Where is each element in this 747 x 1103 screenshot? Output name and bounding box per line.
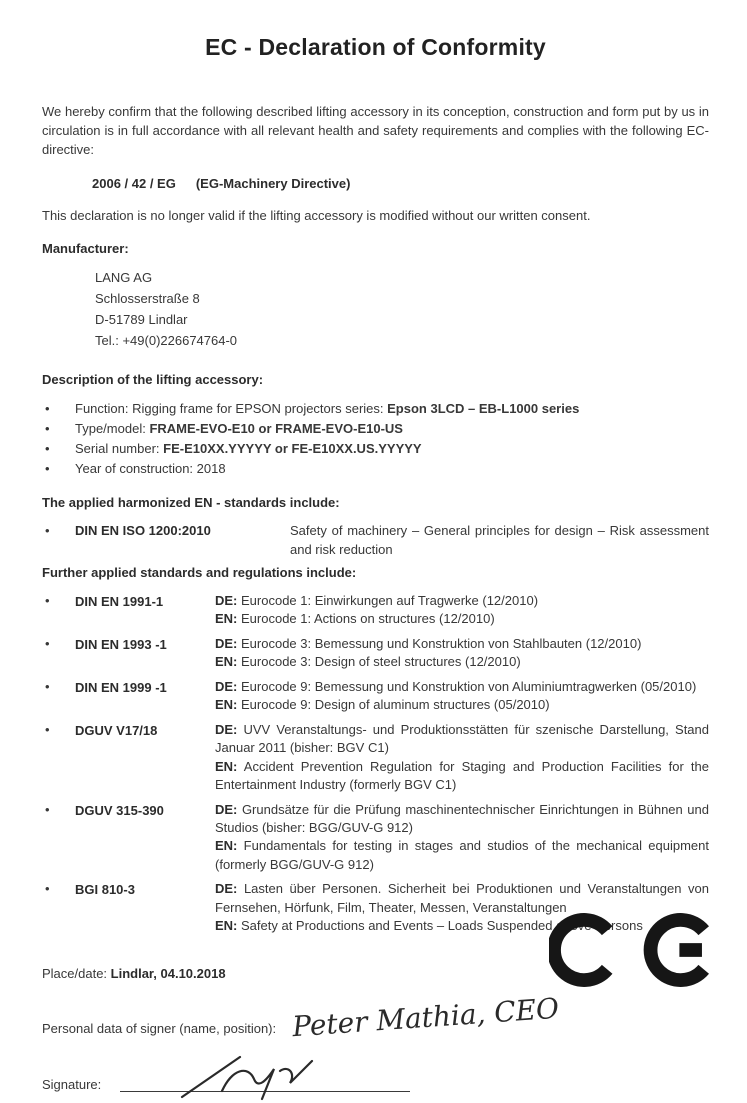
standard-code: DIN EN 1991-1 (75, 594, 164, 610)
standard-text (215, 678, 709, 715)
en-text: Safety at Productions and Events – Loads Suspended above Persons (241, 918, 643, 934)
bullet-icon: • (45, 593, 50, 609)
standard-code: DIN EN ISO 1200:2010 (75, 523, 211, 539)
signature-line (42, 1065, 709, 1099)
standard-text (215, 801, 709, 875)
de-label: DE: (215, 881, 238, 897)
signer-handwriting: Peter Mathia, CEO (291, 991, 561, 1044)
de-text: Eurocode 3: Bemessung und Konstruktion von Stahlbauten (12/2010) (241, 635, 642, 651)
place-date-label: Place/date: (42, 965, 111, 981)
document-title: EC - Declaration of Conformity (205, 34, 546, 60)
en-line (215, 653, 709, 671)
de-text: Eurocode 9: Bemessung und Konstruktion von Aluminiumtragwerken (05/2010) (241, 678, 697, 694)
bullet-icon: • (45, 460, 50, 476)
standard-text: Safety of machinery – General principles for design – Risk assessment and risk reduction (290, 523, 709, 557)
manufacturer-street: Schlosserstraße 8 (95, 291, 200, 307)
bullet-icon: • (45, 635, 50, 651)
item-text-bold: FRAME-EVO-E10 or FRAME-EVO-E10-US (149, 420, 403, 436)
standard-row (42, 721, 709, 795)
bullet-icon: • (45, 523, 50, 539)
bullet-icon: • (45, 420, 50, 436)
en-line (215, 837, 709, 874)
standard-row (42, 635, 709, 672)
ce-letter-c (554, 920, 607, 980)
validity-paragraph: This declaration is no longer valid if the lifting accessory is modified without our written consent. (42, 207, 591, 223)
de-text: Grundsätze für die Prüfung maschinentechnischer Einrichtungen in Bühnen und Studios (bisher: BGG/GUV-G 912) (215, 801, 709, 836)
en-label: EN: (215, 758, 238, 774)
bullet-icon: • (45, 440, 50, 456)
de-label: DE: (215, 635, 238, 651)
harmonized-standard-row (42, 522, 709, 559)
standard-text (215, 721, 709, 795)
de-label: DE: (215, 721, 238, 737)
standard-row (42, 801, 709, 875)
en-text: Eurocode 9: Design of aluminum structures (05/2010) (241, 697, 550, 713)
harmonized-heading: The applied harmonized EN - standards include: (42, 495, 340, 511)
de-text: Lasten über Personen. Sicherheit bei Produktionen und Veranstaltungen von Fernsehen, Hörfunk, Film, Theater, Messen, Veranstaltungen (215, 881, 709, 915)
de-label: DE: (215, 678, 238, 694)
bullet-icon: • (45, 678, 50, 694)
manufacturer-address (42, 268, 709, 351)
standard-code: DGUV V17/18 (75, 722, 158, 738)
manufacturer-phone: Tel.: +49(0)226674764-0 (95, 332, 238, 348)
list-item (42, 459, 709, 479)
de-line (215, 801, 709, 838)
ce-mark-logo (549, 911, 717, 989)
de-line (215, 678, 709, 696)
en-text: Accident Prevention Regulation for Staging and Production Facilities for the Entertainment Industry (formerly BGV C1) (215, 758, 709, 793)
standard-code: BGI 810-3 (75, 882, 135, 898)
en-label: EN: (215, 611, 238, 627)
signer-label: Personal data of signer (name, position): (42, 1020, 277, 1036)
en-line (215, 696, 709, 714)
standard-code: DIN EN 1993 -1 (75, 636, 167, 652)
manufacturer-name: LANG AG (95, 270, 153, 286)
standard-code: DIN EN 1999 -1 (75, 679, 167, 695)
item-text: Function: Rigging frame for EPSON projectors series: (75, 400, 388, 416)
bullet-icon: • (45, 400, 50, 416)
en-text: Eurocode 3: Design of steel structures (12/2010) (241, 654, 521, 670)
item-text: Serial number: (75, 440, 164, 456)
further-heading: Further applied standards and regulations include: (42, 565, 357, 581)
de-label: DE: (215, 593, 238, 609)
further-standards-list (42, 592, 709, 936)
en-label: EN: (215, 918, 238, 934)
description-heading: Description of the lifting accessory: (42, 371, 264, 387)
description-list (42, 399, 709, 480)
standard-text (215, 592, 709, 629)
de-line (215, 635, 709, 653)
bullet-icon: • (45, 801, 50, 817)
standard-row (42, 592, 709, 629)
list-item (42, 419, 709, 439)
directive-code: 2006 / 42 / EG (92, 175, 176, 191)
bullet-icon: • (45, 881, 50, 897)
en-line (215, 610, 709, 628)
signer-line (42, 991, 709, 1051)
signature-scribble (162, 1051, 362, 1103)
standard-text (215, 635, 709, 672)
item-text-bold: Epson 3LCD – EB-L1000 series (387, 400, 580, 416)
list-item (42, 439, 709, 459)
en-text: Fundamentals for testing in stages and studios of the mechanical equipment (formerly BGG/GUV-G 912) (215, 838, 709, 872)
en-label: EN: (215, 654, 238, 670)
list-item (42, 399, 709, 419)
directive-line (42, 176, 709, 191)
de-text: UVV Veranstaltungs- und Produktionsstätten für szenische Darstellung, Stand Januar 2011 (bisher: BGV C1) (215, 721, 709, 756)
signature-label: Signature: (42, 1076, 102, 1092)
en-label: EN: (215, 838, 238, 854)
item-text: Year of construction: 2018 (75, 460, 226, 476)
standard-row (42, 678, 709, 715)
directive-name: (EG-Machinery Directive) (195, 175, 351, 191)
de-label: DE: (215, 801, 238, 817)
intro-paragraph: We hereby confirm that the following described lifting accessory in its conception, construction and form put by us in circulation is in full accordance with all relevant health and safety requirements and complies with the following EC-directive: (42, 104, 709, 157)
item-text: Type/model: (75, 420, 150, 436)
place-date-value: Lindlar, 04.10.2018 (110, 965, 226, 981)
manufacturer-heading: Manufacturer: (42, 241, 129, 257)
manufacturer-city: D-51789 Lindlar (95, 311, 188, 327)
standard-code: DGUV 315-390 (75, 802, 164, 818)
bullet-icon: • (45, 721, 50, 737)
de-text: Eurocode 1: Einwirkungen auf Tragwerke (12/2010) (241, 593, 539, 609)
de-line (215, 592, 709, 610)
de-line (215, 721, 709, 758)
en-text: Eurocode 1: Actions on structures (12/2010) (241, 611, 495, 627)
en-line (215, 758, 709, 795)
en-label: EN: (215, 697, 238, 713)
item-text-bold: FE-E10XX.YYYYY or FE-E10XX.US.YYYYY (163, 440, 422, 456)
